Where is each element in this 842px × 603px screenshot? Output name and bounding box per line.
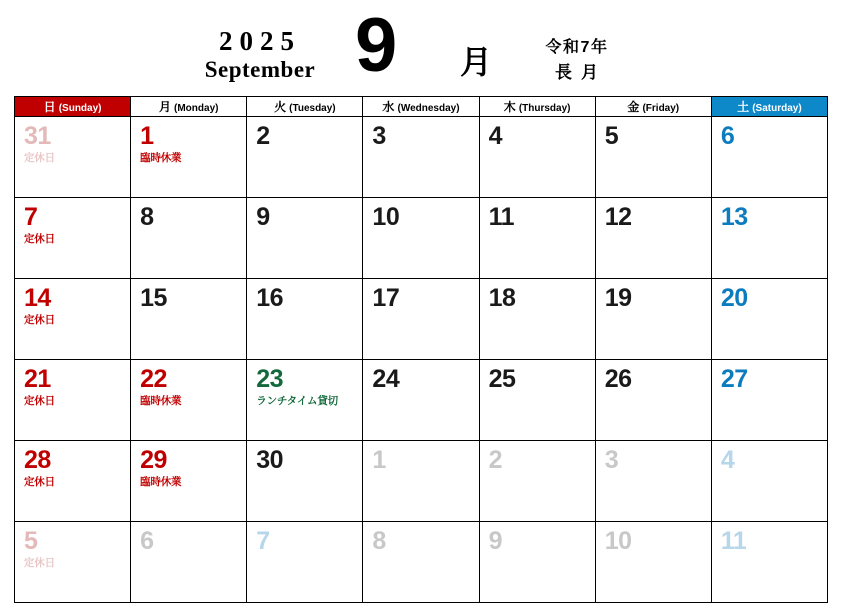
day-number: 27 [720,365,748,393]
calendar-day-cell[interactable] [131,117,247,198]
day-number: 13 [720,203,748,231]
calendar-day-cell[interactable] [596,279,712,360]
day-number: 8 [140,203,154,231]
calendar-day-cell[interactable] [131,360,247,441]
day-number: 25 [488,365,516,393]
day-number: 29 [140,446,167,474]
calendar-day-cell[interactable] [247,117,363,198]
calendar-day-cell[interactable] [247,522,363,603]
calendar-day-cell[interactable] [712,279,828,360]
day-number: 6 [140,527,154,555]
day-note: 臨時休業 [140,395,182,408]
month-name-english: September [204,57,316,82]
calendar-day-cell[interactable] [247,360,363,441]
calendar-day-cell[interactable] [131,441,247,522]
day-number: 6 [720,122,735,150]
month-kanji: 月 [460,44,493,80]
calendar-day-cell[interactable] [363,441,479,522]
day-number: 5 [24,527,38,555]
calendar-day-cell[interactable] [363,522,479,603]
day-number: 31 [24,122,51,150]
calendar-day-cell[interactable] [247,198,363,279]
day-number: 18 [488,284,516,312]
calendar-week-row [15,279,828,360]
calendar-day-cell[interactable] [15,279,131,360]
calendar-week-row [15,522,828,603]
japanese-era-year: 令和7年 [545,39,609,56]
weekday-kanji: 月 [158,100,171,114]
day-number: 2 [488,446,502,474]
weekday-english: (Thursday) [518,103,571,114]
day-note: 臨時休業 [140,152,182,165]
day-number: 20 [720,284,748,312]
weekday-header-friday [596,97,712,117]
day-number: 30 [256,446,284,474]
calendar-weeks [15,117,828,603]
calendar-day-cell[interactable] [15,360,131,441]
traditional-month-name: 長月 [555,63,607,82]
day-note: 臨時休業 [140,476,182,489]
day-number: 14 [24,284,51,312]
day-number: 7 [24,203,38,231]
calendar-day-cell[interactable] [712,360,828,441]
day-number: 26 [604,365,632,393]
weekday-kanji: 金 [627,100,640,114]
day-number: 3 [372,122,386,150]
weekday-header-monday [131,97,247,117]
weekday-english: (Tuesday) [289,103,336,114]
month-number-large: 9 [355,3,396,88]
day-number: 23 [256,365,284,393]
weekday-english: (Saturday) [752,103,802,114]
year-number: 2025 [219,26,301,56]
calendar-grid [14,96,828,603]
weekday-kanji: 木 [503,100,516,114]
calendar-day-cell[interactable] [596,360,712,441]
weekday-english: (Monday) [174,103,219,114]
calendar-header [0,0,842,96]
calendar-day-cell[interactable] [480,522,596,603]
day-number: 10 [604,527,632,555]
calendar-day-cell[interactable] [712,117,828,198]
day-number: 9 [488,527,502,555]
weekday-kanji: 日 [43,100,56,114]
calendar-day-cell[interactable] [15,198,131,279]
day-number: 4 [720,446,735,474]
weekday-header-tuesday [247,97,363,117]
day-number: 7 [256,527,270,555]
calendar-week-row [15,360,828,441]
calendar-day-cell[interactable] [480,279,596,360]
calendar-week-row [15,441,828,522]
day-note: 定休日 [24,233,55,246]
calendar-day-cell[interactable] [712,522,828,603]
calendar-day-cell[interactable] [596,522,712,603]
day-number: 2 [256,122,270,150]
calendar-day-cell[interactable] [480,360,596,441]
day-number: 11 [488,203,514,231]
calendar-day-cell[interactable] [596,198,712,279]
weekday-header-row [15,97,828,117]
day-note: 定休日 [24,476,55,489]
calendar-day-cell[interactable] [15,117,131,198]
day-number: 16 [256,284,284,312]
calendar-day-cell[interactable] [247,279,363,360]
weekday-header-wednesday [363,97,479,117]
weekday-english: (Sunday) [58,103,102,114]
calendar-day-cell[interactable] [712,441,828,522]
day-number: 12 [604,203,632,231]
calendar-day-cell[interactable] [247,441,363,522]
weekday-kanji: 土 [737,100,750,114]
day-number: 9 [256,203,270,231]
year-title-block [180,28,340,85]
day-number: 8 [372,527,386,555]
calendar-day-cell[interactable] [131,522,247,603]
day-number: 4 [488,122,502,150]
day-number: 19 [604,284,632,312]
calendar-day-cell[interactable] [363,198,479,279]
day-number: 28 [24,446,51,474]
weekday-header-thursday [480,97,596,117]
calendar-day-cell[interactable] [363,360,479,441]
calendar-day-cell[interactable] [480,198,596,279]
day-number: 15 [140,284,167,312]
calendar-day-cell[interactable] [131,198,247,279]
calendar-day-cell[interactable] [131,279,247,360]
calendar-day-cell[interactable] [480,441,596,522]
day-note: ランチタイム貸切 [256,395,338,408]
day-note: 定休日 [24,395,55,408]
calendar-day-cell[interactable] [480,117,596,198]
day-number: 11 [720,527,747,555]
calendar-week-row [15,198,828,279]
day-number: 17 [372,284,400,312]
day-number: 10 [372,203,400,231]
calendar-day-cell[interactable] [15,441,131,522]
day-number: 1 [372,446,386,474]
weekday-header-saturday [712,97,828,117]
japanese-era-block [512,36,642,86]
calendar-day-cell[interactable] [363,279,479,360]
day-number: 5 [604,122,619,150]
weekday-kanji: 火 [274,100,287,114]
weekday-kanji: 水 [382,100,395,114]
calendar-week-row [15,117,828,198]
calendar-day-cell[interactable] [596,117,712,198]
day-number: 22 [140,365,167,393]
calendar-day-cell[interactable] [363,117,479,198]
day-note: 定休日 [24,152,55,165]
calendar-day-cell[interactable] [596,441,712,522]
day-note: 定休日 [24,314,55,327]
weekday-header-sunday [15,97,131,117]
calendar-day-cell[interactable] [15,522,131,603]
weekday-english: (Friday) [642,103,680,114]
calendar-day-cell[interactable] [712,198,828,279]
weekday-english: (Wednesday) [397,103,460,114]
day-number: 21 [24,365,51,393]
day-note: 定休日 [24,557,55,570]
day-number: 24 [372,365,400,393]
day-number: 1 [140,122,154,150]
day-number: 3 [604,446,619,474]
